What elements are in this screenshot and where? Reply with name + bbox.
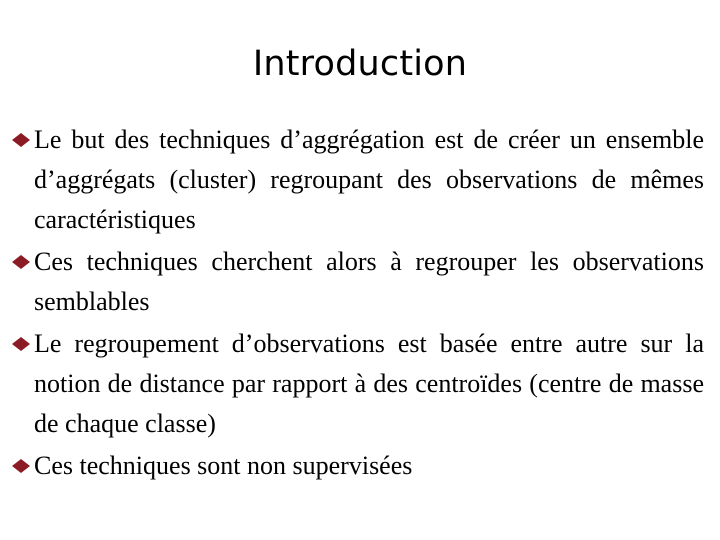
slide-title: Introduction (252, 44, 468, 84)
diamond-bullet-icon (12, 337, 30, 351)
diamond-bullet-icon (12, 255, 30, 269)
bullet-text: Le regroupement d’observations est basée entre autre sur la notion de distance par rapport à des centroïdes (centre de masse de chaque classe) (34, 329, 704, 438)
bullet-text: Ces techniques cherchent alors à regrouper les observations semblables (34, 247, 704, 316)
bullet-item (12, 242, 704, 322)
bullet-item (12, 446, 704, 486)
bullet-text: Le but des techniques d’aggrégation est de créer un ensemble d’aggrégats (cluster) regroupant des observations de mêmes caractéristiques (34, 125, 704, 234)
diamond-bullet-icon (12, 133, 30, 147)
bullet-item (12, 324, 704, 444)
bullet-text: Ces techniques sont non supervisées (34, 451, 413, 480)
bullet-item (12, 120, 704, 240)
diamond-bullet-icon (12, 459, 30, 473)
bullet-list (12, 120, 704, 488)
